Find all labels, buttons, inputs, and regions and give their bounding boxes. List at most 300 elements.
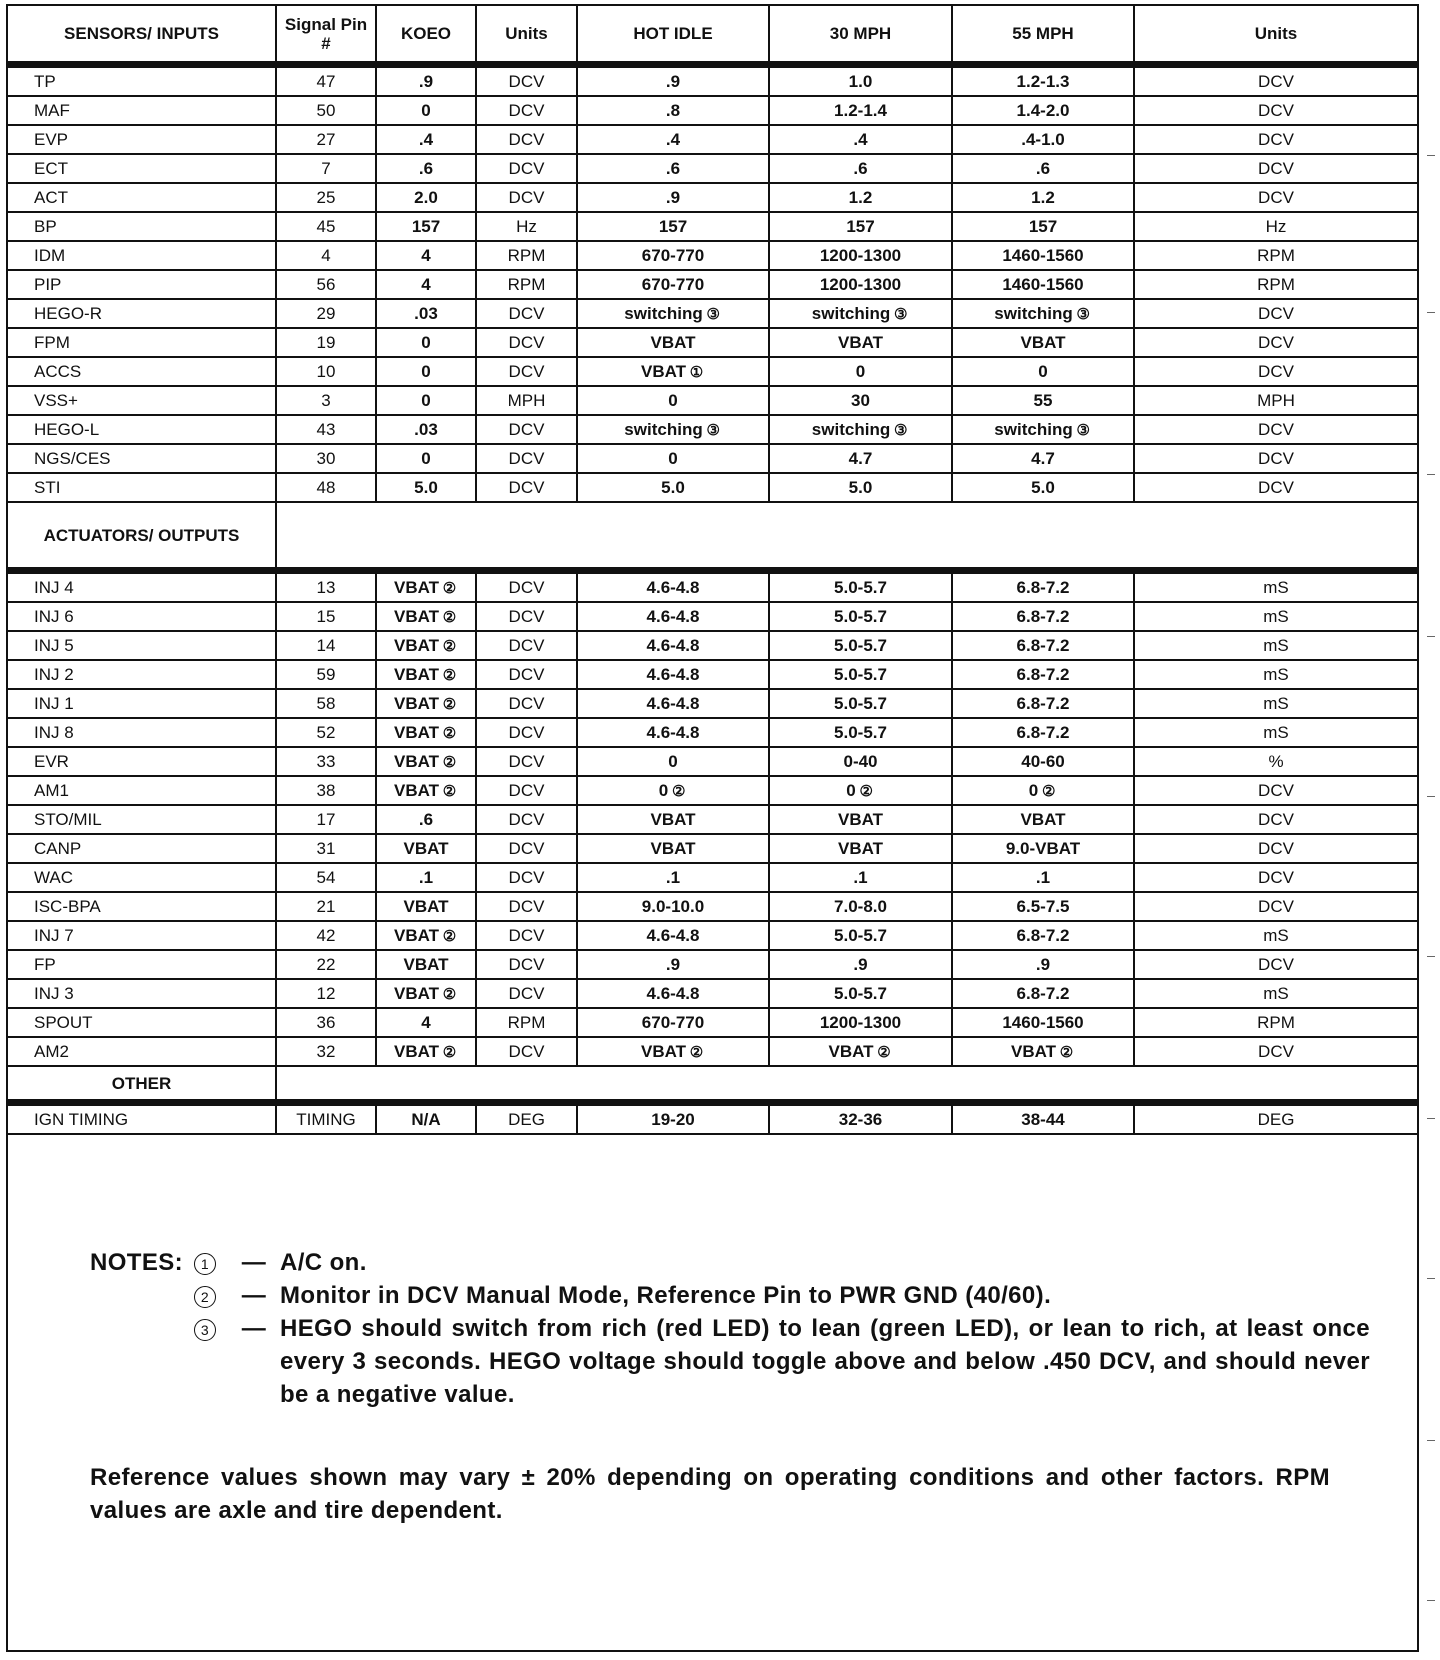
cell-units: DEG	[476, 1103, 577, 1135]
cell-units: DCV	[476, 1037, 577, 1066]
cell-units: RPM	[476, 1008, 577, 1037]
cell-units-2: DEG	[1134, 1103, 1417, 1135]
cell-name: AM1	[8, 776, 276, 805]
cell-55-mph: 6.8-7.2	[952, 979, 1134, 1008]
margin-tick	[1427, 1118, 1435, 1119]
cell-55-mph: 4.7	[952, 444, 1134, 473]
cell-name: EVR	[8, 747, 276, 776]
cell-55-mph: 9.0-VBAT	[952, 834, 1134, 863]
cell-signal-pin: 13	[276, 571, 376, 603]
cell-name: FPM	[8, 328, 276, 357]
other-section-header-label: OTHER	[8, 1066, 276, 1103]
cell-name: STO/MIL	[8, 805, 276, 834]
cell-hot-idle: .8	[577, 96, 769, 125]
cell-name: HEGO-L	[8, 415, 276, 444]
cell-units-2: DCV	[1134, 415, 1417, 444]
note-dash: —	[241, 1249, 267, 1276]
cell-30-mph: 0-40	[769, 747, 952, 776]
cell-name: INJ 3	[8, 979, 276, 1008]
cell-hot-idle: VBAT	[577, 328, 769, 357]
cell-units: DCV	[476, 950, 577, 979]
cell-koeo: 0	[376, 444, 476, 473]
cell-55-mph: 0 ②	[952, 776, 1134, 805]
cell-units: DCV	[476, 125, 577, 154]
cell-koeo: N/A	[376, 1103, 476, 1135]
cell-signal-pin: 50	[276, 96, 376, 125]
cell-55-mph: .1	[952, 863, 1134, 892]
cell-hot-idle: 0	[577, 747, 769, 776]
cell-30-mph: 5.0	[769, 473, 952, 502]
cell-hot-idle: .9	[577, 65, 769, 97]
cell-30-mph: 32-36	[769, 1103, 952, 1135]
cell-units: DCV	[476, 415, 577, 444]
cell-hot-idle: 0	[577, 444, 769, 473]
cell-hot-idle: .6	[577, 154, 769, 183]
cell-units-2: DCV	[1134, 65, 1417, 97]
table-row	[8, 241, 1417, 270]
margin-tick	[1427, 1600, 1435, 1601]
cell-units: DCV	[476, 444, 577, 473]
actuators-section-header-label: ACTUATORS/ OUTPUTS	[8, 502, 276, 571]
cell-units: DCV	[476, 328, 577, 357]
cell-name: INJ 7	[8, 921, 276, 950]
cell-koeo: VBAT ②	[376, 660, 476, 689]
cell-koeo: VBAT ②	[376, 602, 476, 631]
cell-units: DCV	[476, 602, 577, 631]
cell-55-mph: 1460-1560	[952, 1008, 1134, 1037]
cell-hot-idle: 4.6-4.8	[577, 631, 769, 660]
cell-units: RPM	[476, 270, 577, 299]
cell-hot-idle: .4	[577, 125, 769, 154]
table-row	[8, 805, 1417, 834]
cell-units: DCV	[476, 805, 577, 834]
cell-units-2: DCV	[1134, 357, 1417, 386]
table-row	[8, 473, 1417, 502]
cell-koeo: VBAT	[376, 950, 476, 979]
cell-hot-idle: .9	[577, 183, 769, 212]
header-sensors-inputs: SENSORS/ INPUTS	[8, 6, 276, 65]
other-section-header	[8, 1066, 1417, 1103]
cell-units: DCV	[476, 834, 577, 863]
cell-55-mph: 6.8-7.2	[952, 660, 1134, 689]
header-units: Units	[476, 6, 577, 65]
margin-tick	[1427, 1440, 1435, 1441]
cell-55-mph: .6	[952, 154, 1134, 183]
cell-units-2: RPM	[1134, 241, 1417, 270]
cell-55-mph: .4-1.0	[952, 125, 1134, 154]
cell-30-mph: VBAT ②	[769, 1037, 952, 1066]
table-row	[8, 979, 1417, 1008]
cell-30-mph: 1.2	[769, 183, 952, 212]
cell-30-mph: VBAT	[769, 328, 952, 357]
cell-signal-pin: 27	[276, 125, 376, 154]
cell-hot-idle: 4.6-4.8	[577, 921, 769, 950]
cell-30-mph: 4.7	[769, 444, 952, 473]
note-text: A/C on.	[280, 1249, 367, 1276]
cell-units-2: RPM	[1134, 1008, 1417, 1037]
cell-hot-idle: VBAT	[577, 834, 769, 863]
cell-hot-idle: 0	[577, 386, 769, 415]
cell-55-mph: 40-60	[952, 747, 1134, 776]
cell-30-mph: 5.0-5.7	[769, 921, 952, 950]
cell-koeo: VBAT	[376, 892, 476, 921]
cell-55-mph: 6.8-7.2	[952, 571, 1134, 603]
table-row	[8, 65, 1417, 97]
cell-name: SPOUT	[8, 1008, 276, 1037]
cell-55-mph: 55	[952, 386, 1134, 415]
cell-units-2: DCV	[1134, 96, 1417, 125]
cell-units-2: RPM	[1134, 270, 1417, 299]
cell-30-mph: 0	[769, 357, 952, 386]
cell-hot-idle: 670-770	[577, 270, 769, 299]
cell-units: DCV	[476, 473, 577, 502]
cell-koeo: 4	[376, 1008, 476, 1037]
cell-hot-idle: switching ③	[577, 299, 769, 328]
margin-tick	[1427, 474, 1435, 475]
cell-hot-idle: 4.6-4.8	[577, 602, 769, 631]
disclaimer-text: Reference values shown may vary ± 20% depending on operating conditions and other factors. RPM values are axle and tire dependent.	[90, 1464, 1330, 1524]
cell-units: DCV	[476, 631, 577, 660]
cell-name: PIP	[8, 270, 276, 299]
header-koeo: KOEO	[376, 6, 476, 65]
table-row	[8, 444, 1417, 473]
cell-hot-idle: switching ③	[577, 415, 769, 444]
cell-30-mph: .6	[769, 154, 952, 183]
cell-units: DCV	[476, 154, 577, 183]
cell-hot-idle: 670-770	[577, 241, 769, 270]
cell-name: NGS/CES	[8, 444, 276, 473]
cell-hot-idle: VBAT ①	[577, 357, 769, 386]
cell-55-mph: 1.2	[952, 183, 1134, 212]
cell-30-mph: 5.0-5.7	[769, 979, 952, 1008]
cell-units-2: mS	[1134, 631, 1417, 660]
table-row	[8, 571, 1417, 603]
margin-tick	[1427, 956, 1435, 957]
cell-hot-idle: 4.6-4.8	[577, 718, 769, 747]
cell-koeo: VBAT ②	[376, 979, 476, 1008]
cell-units-2: mS	[1134, 718, 1417, 747]
cell-55-mph: 0	[952, 357, 1134, 386]
cell-30-mph: VBAT	[769, 805, 952, 834]
margin-tick	[1427, 636, 1435, 637]
cell-30-mph: 0 ②	[769, 776, 952, 805]
cell-hot-idle: 4.6-4.8	[577, 979, 769, 1008]
cell-signal-pin: 14	[276, 631, 376, 660]
cell-units-2: DCV	[1134, 328, 1417, 357]
cell-koeo: VBAT ②	[376, 776, 476, 805]
cell-name: TP	[8, 65, 276, 97]
cell-55-mph: .9	[952, 950, 1134, 979]
cell-hot-idle: 4.6-4.8	[577, 571, 769, 603]
cell-hot-idle: .1	[577, 863, 769, 892]
cell-koeo: 5.0	[376, 473, 476, 502]
cell-signal-pin: 3	[276, 386, 376, 415]
cell-55-mph: 5.0	[952, 473, 1134, 502]
header-units-2: Units	[1134, 6, 1417, 65]
cell-hot-idle: 157	[577, 212, 769, 241]
cell-koeo: VBAT ②	[376, 1037, 476, 1066]
cell-signal-pin: 10	[276, 357, 376, 386]
cell-units-2: mS	[1134, 921, 1417, 950]
cell-signal-pin: 7	[276, 154, 376, 183]
cell-signal-pin: 30	[276, 444, 376, 473]
notes-block	[90, 1246, 1370, 1411]
cell-name: INJ 2	[8, 660, 276, 689]
table-row	[8, 1103, 1417, 1135]
table-row	[8, 863, 1417, 892]
margin-tick	[1427, 796, 1435, 797]
cell-55-mph: 6.8-7.2	[952, 689, 1134, 718]
cell-30-mph: .4	[769, 125, 952, 154]
cell-30-mph: 1.0	[769, 65, 952, 97]
table-row	[8, 892, 1417, 921]
note-item	[90, 1246, 1370, 1279]
table-row	[8, 328, 1417, 357]
cell-55-mph: 6.8-7.2	[952, 631, 1134, 660]
table-row	[8, 1008, 1417, 1037]
cell-name: BP	[8, 212, 276, 241]
cell-name: CANP	[8, 834, 276, 863]
cell-koeo: 2.0	[376, 183, 476, 212]
cell-30-mph: 5.0-5.7	[769, 631, 952, 660]
cell-hot-idle: VBAT ②	[577, 1037, 769, 1066]
table-row	[8, 212, 1417, 241]
cell-signal-pin: 33	[276, 747, 376, 776]
cell-30-mph: .1	[769, 863, 952, 892]
cell-hot-idle: 4.6-4.8	[577, 660, 769, 689]
cell-units-2: DCV	[1134, 1037, 1417, 1066]
cell-units: DCV	[476, 979, 577, 1008]
cell-name: HEGO-R	[8, 299, 276, 328]
cell-signal-pin: 12	[276, 979, 376, 1008]
cell-units-2: Hz	[1134, 212, 1417, 241]
cell-name: INJ 4	[8, 571, 276, 603]
header-30-mph: 30 MPH	[769, 6, 952, 65]
cell-signal-pin: 4	[276, 241, 376, 270]
cell-signal-pin: 17	[276, 805, 376, 834]
margin-tick	[1427, 1278, 1435, 1279]
cell-signal-pin: 48	[276, 473, 376, 502]
cell-hot-idle: 670-770	[577, 1008, 769, 1037]
cell-units: MPH	[476, 386, 577, 415]
cell-units: DCV	[476, 96, 577, 125]
cell-units: DCV	[476, 747, 577, 776]
notes-label: NOTES:	[90, 1249, 184, 1276]
cell-name: STI	[8, 473, 276, 502]
cell-55-mph: VBAT	[952, 805, 1134, 834]
cell-units: DCV	[476, 660, 577, 689]
cell-hot-idle: 5.0	[577, 473, 769, 502]
table-row	[8, 718, 1417, 747]
cell-30-mph: 30	[769, 386, 952, 415]
cell-signal-pin: 47	[276, 65, 376, 97]
cell-signal-pin: 19	[276, 328, 376, 357]
cell-55-mph: switching ③	[952, 299, 1134, 328]
cell-koeo: VBAT ②	[376, 571, 476, 603]
cell-signal-pin: 29	[276, 299, 376, 328]
cell-55-mph: 1460-1560	[952, 270, 1134, 299]
cell-koeo: 4	[376, 241, 476, 270]
cell-units-2: DCV	[1134, 183, 1417, 212]
cell-koeo: VBAT ②	[376, 718, 476, 747]
cell-name: IGN TIMING	[8, 1103, 276, 1135]
table-row	[8, 183, 1417, 212]
margin-tick	[1427, 312, 1435, 313]
actuators-section-header	[8, 502, 1417, 571]
cell-55-mph: 6.8-7.2	[952, 718, 1134, 747]
note-text: HEGO should switch from rich (red LED) to lean (green LED), or lean to rich, at least once every 3 seconds. HEGO voltage should toggle above and below .450 DCV, and should never be a negative value.	[280, 1315, 1370, 1408]
note-item	[90, 1312, 1370, 1411]
cell-30-mph: .9	[769, 950, 952, 979]
cell-signal-pin: 52	[276, 718, 376, 747]
cell-signal-pin: 59	[276, 660, 376, 689]
cell-units: DCV	[476, 863, 577, 892]
cell-units: Hz	[476, 212, 577, 241]
cell-signal-pin: 25	[276, 183, 376, 212]
cell-units: DCV	[476, 299, 577, 328]
margin-tick	[1427, 155, 1435, 156]
cell-units-2: DCV	[1134, 834, 1417, 863]
cell-signal-pin: 21	[276, 892, 376, 921]
cell-units-2: MPH	[1134, 386, 1417, 415]
cell-koeo: .03	[376, 415, 476, 444]
cell-units-2: DCV	[1134, 776, 1417, 805]
cell-koeo: 157	[376, 212, 476, 241]
cell-units: DCV	[476, 689, 577, 718]
cell-name: MAF	[8, 96, 276, 125]
cell-name: FP	[8, 950, 276, 979]
cell-units-2: DCV	[1134, 299, 1417, 328]
cell-hot-idle: .9	[577, 950, 769, 979]
table-row	[8, 96, 1417, 125]
cell-koeo: 0	[376, 328, 476, 357]
cell-units-2: DCV	[1134, 154, 1417, 183]
cell-30-mph: switching ③	[769, 415, 952, 444]
cell-name: VSS+	[8, 386, 276, 415]
note-text: Monitor in DCV Manual Mode, Reference Pin to PWR GND (40/60).	[280, 1282, 1052, 1309]
cell-units-2: DCV	[1134, 892, 1417, 921]
header-row	[8, 6, 1417, 65]
cell-koeo: VBAT ②	[376, 921, 476, 950]
cell-units: DCV	[476, 183, 577, 212]
cell-signal-pin: 56	[276, 270, 376, 299]
cell-koeo: .6	[376, 154, 476, 183]
cell-units: DCV	[476, 571, 577, 603]
cell-koeo: VBAT	[376, 834, 476, 863]
note-dash: —	[241, 1315, 267, 1342]
cell-units: DCV	[476, 357, 577, 386]
cell-name: ISC-BPA	[8, 892, 276, 921]
cell-name: INJ 8	[8, 718, 276, 747]
cell-signal-pin: 22	[276, 950, 376, 979]
cell-name: ACCS	[8, 357, 276, 386]
reference-values-sheet	[6, 4, 1419, 1652]
table-body	[8, 65, 1417, 1135]
table-row	[8, 357, 1417, 386]
cell-signal-pin: 32	[276, 1037, 376, 1066]
cell-55-mph: 6.8-7.2	[952, 921, 1134, 950]
note-item	[90, 1279, 1370, 1312]
table-row	[8, 921, 1417, 950]
table-row	[8, 125, 1417, 154]
cell-hot-idle: VBAT	[577, 805, 769, 834]
cell-hot-idle: 9.0-10.0	[577, 892, 769, 921]
reference-values-table	[8, 6, 1417, 1135]
cell-55-mph: switching ③	[952, 415, 1134, 444]
cell-30-mph: switching ③	[769, 299, 952, 328]
cell-units-2: DCV	[1134, 950, 1417, 979]
cell-koeo: .4	[376, 125, 476, 154]
cell-30-mph: 1200-1300	[769, 241, 952, 270]
cell-30-mph: 1200-1300	[769, 1008, 952, 1037]
actuators-section-header-blank	[276, 502, 1417, 571]
cell-55-mph: VBAT ②	[952, 1037, 1134, 1066]
cell-units: RPM	[476, 241, 577, 270]
cell-units: DCV	[476, 718, 577, 747]
cell-name: IDM	[8, 241, 276, 270]
table-row	[8, 602, 1417, 631]
cell-55-mph: 38-44	[952, 1103, 1134, 1135]
table-row	[8, 299, 1417, 328]
cell-koeo: VBAT ②	[376, 689, 476, 718]
other-section-header-blank	[276, 1066, 1417, 1103]
cell-signal-pin: 45	[276, 212, 376, 241]
cell-hot-idle: 0 ②	[577, 776, 769, 805]
cell-55-mph: 1.4-2.0	[952, 96, 1134, 125]
cell-30-mph: 7.0-8.0	[769, 892, 952, 921]
cell-koeo: VBAT ②	[376, 631, 476, 660]
cell-units-2: DCV	[1134, 863, 1417, 892]
cell-units-2: %	[1134, 747, 1417, 776]
table-row	[8, 415, 1417, 444]
cell-koeo: .9	[376, 65, 476, 97]
cell-koeo: 0	[376, 96, 476, 125]
cell-name: ACT	[8, 183, 276, 212]
note-number-circle: 3	[194, 1319, 216, 1341]
cell-koeo: 4	[376, 270, 476, 299]
cell-koeo: .03	[376, 299, 476, 328]
table-row	[8, 270, 1417, 299]
cell-name: WAC	[8, 863, 276, 892]
cell-30-mph: 1200-1300	[769, 270, 952, 299]
table-row	[8, 631, 1417, 660]
cell-hot-idle: 4.6-4.8	[577, 689, 769, 718]
cell-signal-pin: 38	[276, 776, 376, 805]
cell-koeo: .6	[376, 805, 476, 834]
cell-30-mph: 5.0-5.7	[769, 571, 952, 603]
cell-koeo: 0	[376, 357, 476, 386]
cell-30-mph: 5.0-5.7	[769, 660, 952, 689]
cell-koeo: VBAT ②	[376, 747, 476, 776]
cell-units-2: mS	[1134, 660, 1417, 689]
cell-name: INJ 6	[8, 602, 276, 631]
cell-units: DCV	[476, 776, 577, 805]
cell-units: DCV	[476, 65, 577, 97]
cell-units-2: mS	[1134, 979, 1417, 1008]
cell-55-mph: 6.8-7.2	[952, 602, 1134, 631]
cell-signal-pin: 43	[276, 415, 376, 444]
cell-30-mph: VBAT	[769, 834, 952, 863]
cell-signal-pin: 42	[276, 921, 376, 950]
cell-30-mph: 5.0-5.7	[769, 689, 952, 718]
cell-signal-pin: 54	[276, 863, 376, 892]
cell-name: EVP	[8, 125, 276, 154]
table-row	[8, 776, 1417, 805]
header-hot-idle: HOT IDLE	[577, 6, 769, 65]
cell-koeo: 0	[376, 386, 476, 415]
cell-units-2: DCV	[1134, 444, 1417, 473]
cell-name: INJ 5	[8, 631, 276, 660]
